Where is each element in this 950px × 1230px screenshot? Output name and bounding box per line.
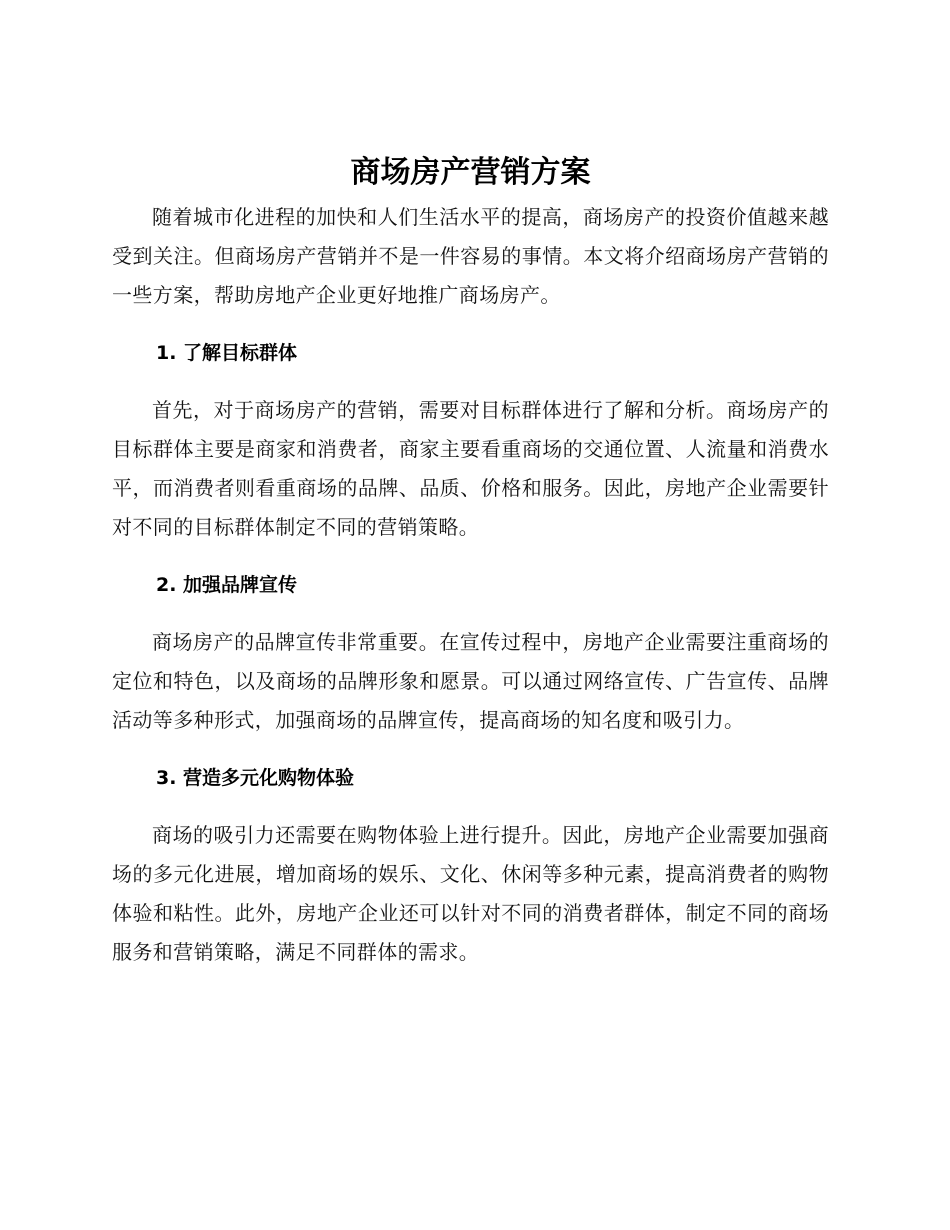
document-title: 商场房产营销方案 (350, 155, 591, 190)
intro-paragraph: 随着城市化进程的加快和人们生活水平的提高，商场房产的投资价值越来越受到关注。但商场房产营销并不是一件容易的事情。本文将介绍商场房产营销的一些方案，帮助房地产企业更好地推广商场房产。 (112, 205, 829, 307)
section-body-2: 商场房产的品牌宣传非常重要。在宣传过程中，房地产企业需要注重商场的定位和特色，以及商场的品牌形象和愿景。可以通过网络宣传、广告宣传、品牌活动等多种形式，加强商场的品牌宣传，提高商场的知名度和吸引力。 (112, 630, 829, 732)
section-heading-3: 3. 营造多元化购物体验 (156, 767, 355, 789)
section-body-1: 首先，对于商场房产的营销，需要对目标群体进行了解和分析。商场房产的目标群体主要是商家和消费者，商家主要看重商场的交通位置、人流量和消费水平，而消费者则看重商场的品牌、品质、价格和服务。因此，房地产企业需要针对不同的目标群体制定不同的营销策略。 (112, 398, 829, 539)
document-page (112, 148, 829, 972)
section-heading-1: 1. 了解目标群体 (156, 342, 298, 364)
section-body-3: 商场的吸引力还需要在购物体验上进行提升。因此，房地产企业需要加强商场的多元化进展，增加商场的娱乐、文化、休闲等多种元素，提高消费者的购物体验和粘性。此外，房地产企业还可以针对不同的消费者群体，制定不同的商场服务和营销策略，满足不同群体的需求。 (112, 823, 829, 964)
section-heading-2: 2. 加强品牌宣传 (156, 574, 298, 596)
